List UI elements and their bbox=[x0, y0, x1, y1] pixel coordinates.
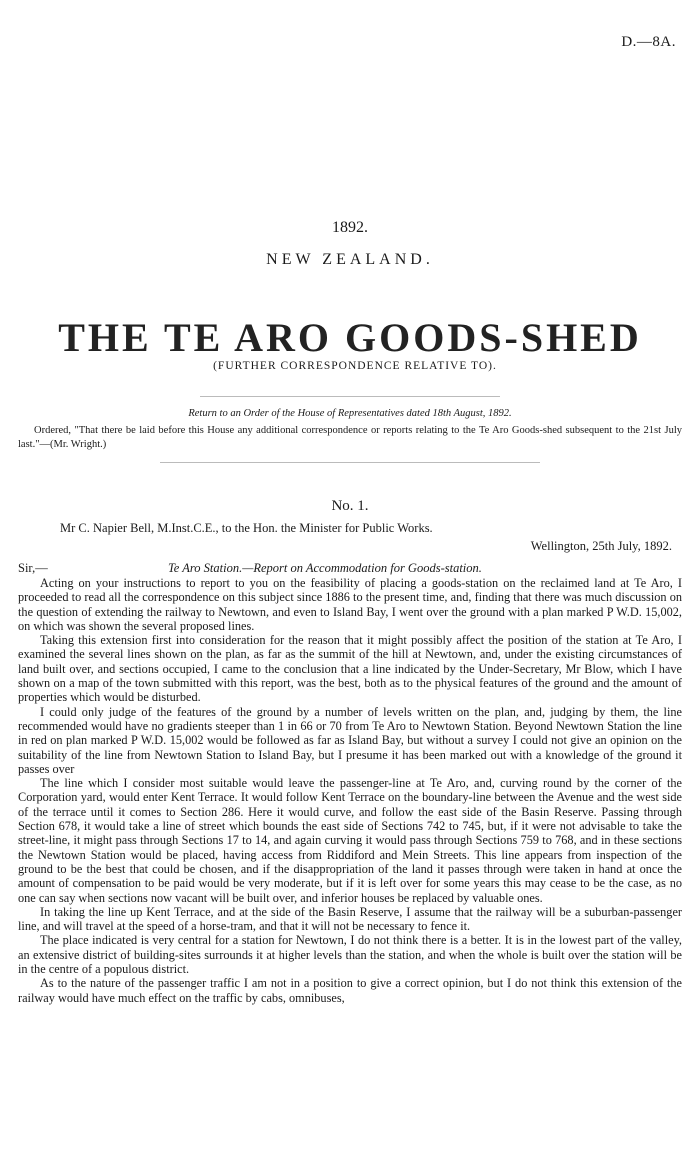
paragraph: I could only judge of the features of the ground by a number of levels written on the plan, and, judging by them, the line recommended would have no gradients steeper than 1 in 66 or 70 from Te Aro to Newtown Station. Beyond Newtown Station the line in red on plan marked P W.D. 15,002 would be followed as far as Island Bay, but without a survey I could not give an opinion on the suitability of the line from Newtown Station to Island Bay, but I presume it has been marked out with a knowledge of the ground it passes over bbox=[18, 704, 682, 776]
salutation: Sir,— bbox=[18, 561, 48, 575]
letter-from-line: Mr C. Napier Bell, M.Inst.C.E., to the Hon. the Minister for Public Works. bbox=[60, 521, 433, 535]
divider-rule bbox=[160, 462, 540, 463]
paragraph: Taking this extension first into consideration for the reason that it might possibly affect the position of the station at Te Aro, I examined the several lines shown on the plan, as far as the summit of the hill at Newtown, and, under the existing circumstances of land built over, and sections occupied, I came to the conclusion that a line indicated by the Under-Secretary, Mr Blow, which I have shown on a map of the town submitted with this report, was the best, both as to the physical features of the ground and the amount of properties which would be disturbed. bbox=[18, 633, 682, 705]
document-title: THE TE ARO GOODS-SHED bbox=[58, 315, 642, 360]
ordered-text: Ordered, "That there be laid before this House any additional correspondence or reports relating to the Te Aro Goods-shed subsequent to the 21st July last."—(Mr. Wright.) bbox=[18, 425, 682, 450]
paragraph: The place indicated is very central for a station for Newtown, I do not think there is a better. It is in the lowest part of the valley, an extensive district of building-sites surrounds it at higher levels than the station, and when the whole is built over the station will be in the centre of a populous district. bbox=[18, 933, 682, 977]
paragraph: As to the nature of the passenger traffic I am not in a position to give a correct opinion, but I do not think this extension of the railway would have much effect on the traffic by cabs, omnibuses, bbox=[18, 976, 682, 1005]
return-order-line: Return to an Order of the House of Representatives dated 18th August, 1892. bbox=[188, 408, 512, 419]
letter-body bbox=[18, 576, 682, 1005]
page-code: D.—8A. bbox=[621, 34, 676, 50]
paragraph: In taking the line up Kent Terrace, and at the side of the Basin Reserve, I assume that the railway will be a suburban-passenger line, and will travel at the speed of a horse-tram, and that it will not be necessary to fence it. bbox=[18, 904, 682, 934]
country-heading: NEW ZEALAND. bbox=[266, 251, 434, 268]
report-title: Te Aro Station.—Report on Accommodation for Goods-station. bbox=[168, 561, 482, 575]
letter-dateline: Wellington, 25th July, 1892. bbox=[530, 539, 672, 553]
paragraph: Acting on your instructions to report to you on the feasibility of placing a goods-station on the reclaimed land at Te Aro, I proceeded to read all the correspondence on this subject since 1886 to the present time, and, finding that there was much discussion on the question of extending the railway to Newtown, and even to Island Bay, I went over the ground with a plan marked P W.D. 15,002, on which was shown the several proposed lines. bbox=[18, 576, 682, 633]
divider-rule bbox=[200, 396, 500, 397]
year: 1892. bbox=[332, 219, 368, 236]
letter-number: No. 1. bbox=[331, 498, 369, 514]
paragraph: The line which I consider most suitable would leave the passenger-line at Te Aro, and, curving round by the corner of the Corporation yard, would enter Kent Terrace. It would follow Kent Terrace on the boundary-line between the Avenue and the west side of the terrace until it comes to Section 286. Here it would curve, and follow the east side of the Basin Reserve. Passing through Section 678, it would take a line of street which bounds the east side of Sections 742 to 745, but, if it were not advisable to take the street-line, it might pass through Sections 17 to 14, and again curving it would pass through Sections 759 to 768, and in these sections the Newtown Station would be placed, having access from Riddiford and Mein Streets. This line appears from inspection of the ground to be the best that could be chosen, and if the disappropriation of the land it passes through were taken in hand at once the amount of compensation to be paid would be very moderate, but if it is left over for some years this may cease to be the case, as no one can say when sections now vacant will be built over, and inferior houses be replaced by valuable ones. bbox=[18, 776, 682, 905]
document-subtitle: (FURTHER CORRESPONDENCE RELATIVE TO). bbox=[213, 360, 497, 372]
